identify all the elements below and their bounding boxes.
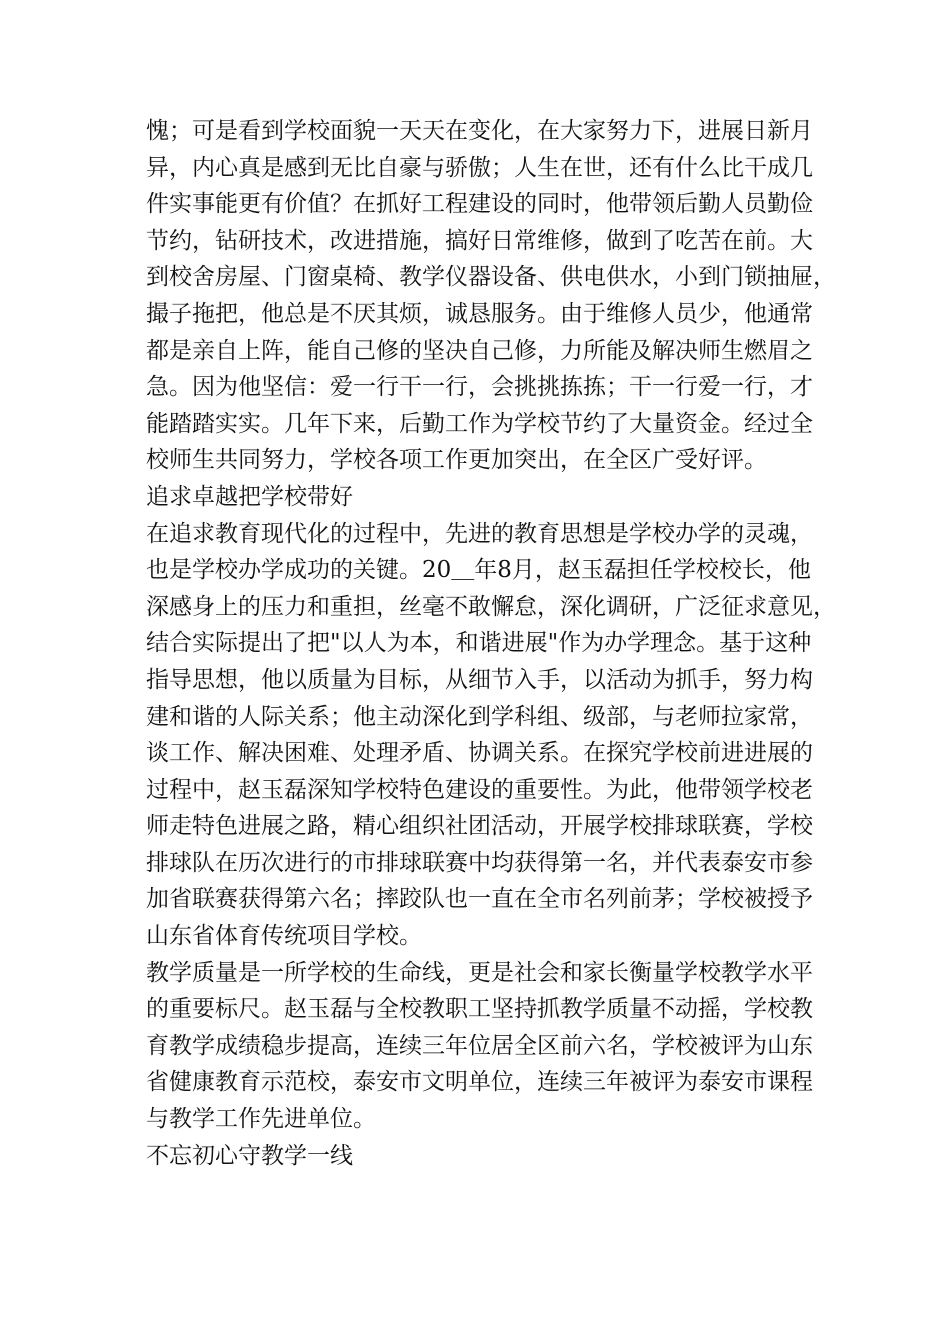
- text-line: 也是学校办学成功的关键。20＿年8月，赵玉磊担任学校校长，他: [146, 557, 811, 584]
- text-line: 山东省体育传统项目学校。: [146, 923, 422, 950]
- text-line: 排球队在历次进行的市排球联赛中均获得第一名，并代表泰安市参: [146, 849, 813, 876]
- text-line: 能踏踏实实。几年下来，后勤工作为学校节约了大量资金。经过全: [146, 410, 813, 437]
- text-line: 育教学成绩稳步提高，连续三年位居全区前六名，学校被评为山东: [146, 1032, 813, 1059]
- text-line: 节约，钻研技术，改进措施，搞好日常维修，做到了吃苦在前。大: [146, 227, 813, 254]
- text-line: 急。因为他坚信：爱一行干一行，会挑挑拣拣；干一行爱一行，才: [146, 374, 813, 401]
- text-line: 的重要标尺。赵玉磊与全校教职工坚持抓教学质量不动摇，学校教: [146, 996, 813, 1023]
- text-line: 深感身上的压力和重担，丝毫不敢懈怠，深化调研，广泛征求意见，: [146, 593, 836, 620]
- text-line: 指导思想，他以质量为目标，从细节入手，以活动为抓手，努力构: [146, 666, 813, 693]
- text-line: 过程中，赵玉磊深知学校特色建设的重要性。为此，他带领学校老: [146, 776, 813, 803]
- text-line: 都是亲自上阵，能自己修的坚决自己修，力所能及解决师生燃眉之: [146, 337, 813, 364]
- text-line: 与教学工作先进单位。: [146, 1106, 376, 1133]
- text-line: 加省联赛获得第六名；摔跤队也一直在全市名列前茅；学校被授予: [146, 886, 813, 913]
- section-heading: 不忘初心守教学一线: [146, 1142, 353, 1169]
- text-line: 异，内心真是感到无比自豪与骄傲；人生在世，还有什么比干成几: [146, 154, 813, 181]
- text-line: 省健康教育示范校，泰安市文明单位，连续三年被评为泰安市课程: [146, 1069, 813, 1096]
- text-line: 校师生共同努力，学校各项工作更加突出，在全区广受好评。: [146, 447, 767, 474]
- text-line: 结合实际提出了把"以人为本，和谐进展"作为办学理念。基于这种: [146, 630, 812, 657]
- text-line: 建和谐的人际关系；他主动深化到学科组、级部，与老师拉家常，: [146, 703, 813, 730]
- text-line: 件实事能更有价值？在抓好工程建设的同时，他带领后勤人员勤俭: [146, 191, 813, 218]
- text-line: 在追求教育现代化的过程中，先进的教育思想是学校办学的灵魂，: [146, 520, 813, 547]
- text-line: 谈工作、解决困难、处理矛盾、协调关系。在探究学校前进进展的: [146, 740, 813, 767]
- text-line: 到校舍房屋、门窗桌椅、教学仪器设备、供电供水，小到门锁抽屉，: [146, 264, 836, 291]
- text-line: 愧；可是看到学校面貌一天天在变化，在大家努力下，进展日新月: [146, 118, 813, 144]
- text-line: 师走特色进展之路，精心组织社团活动，开展学校排球联赛，学校: [146, 813, 813, 840]
- section-heading: 追求卓越把学校带好: [146, 483, 353, 510]
- body-text: [146, 113, 836, 1174]
- text-line: 教学质量是一所学校的生命线，更是社会和家长衡量学校教学水平: [146, 959, 813, 986]
- text-line: 撮子拖把，他总是不厌其烦，诚恳服务。由于维修人员少，他通常: [146, 300, 813, 327]
